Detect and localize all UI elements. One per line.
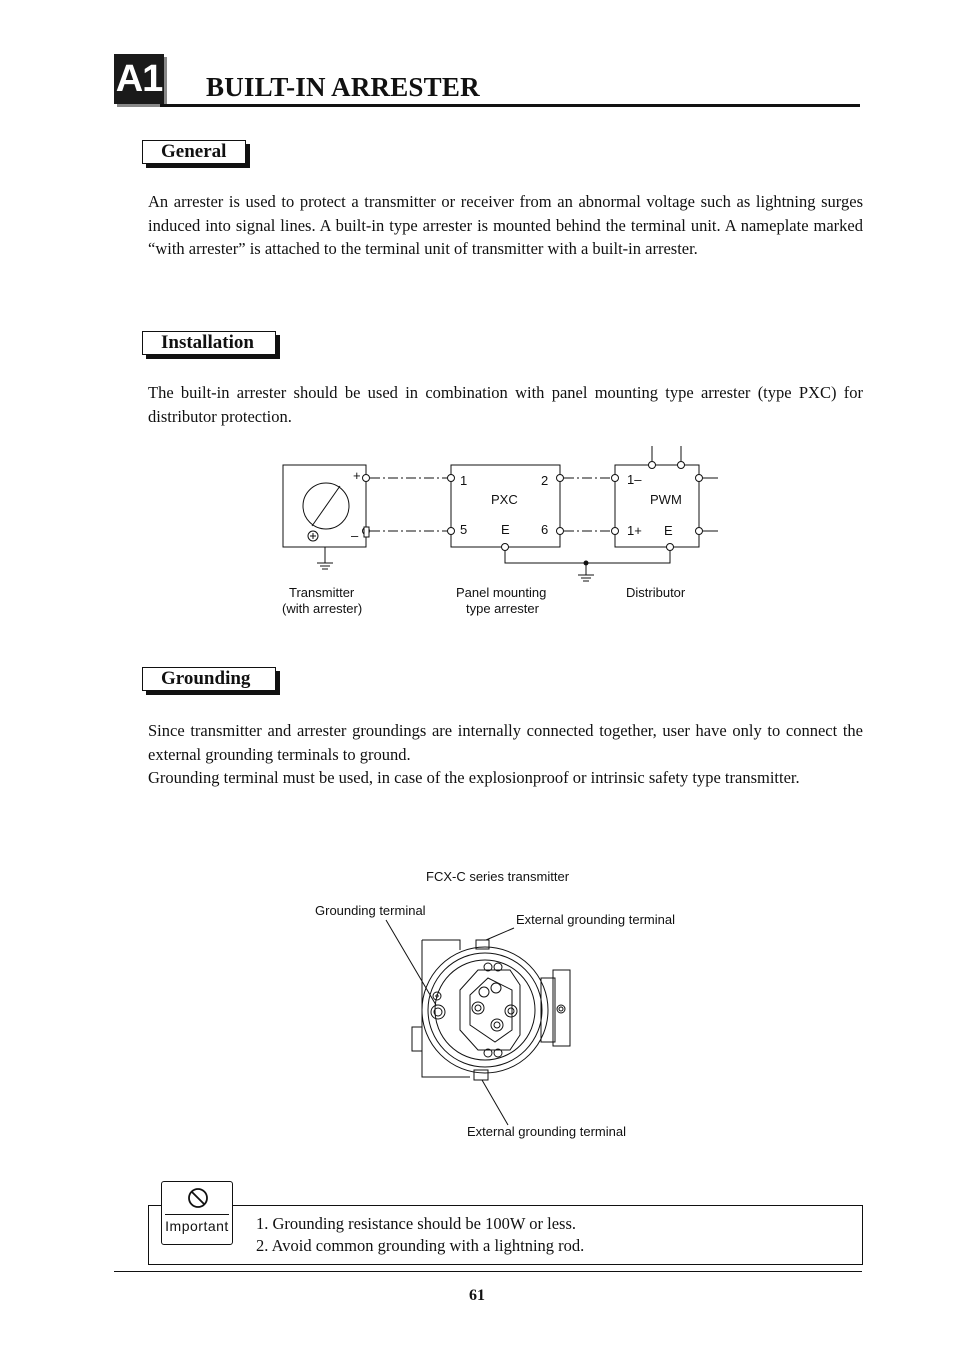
prohibition-icon [187,1187,209,1209]
label-grounding-terminal: Grounding terminal [315,903,426,918]
grounding-paragraph-2: Grounding terminal must be used, in case of the explosionproof or intrinsic safety type transmitter. [148,768,800,787]
footer-rule [114,1271,862,1272]
pwm-terminal-1-plus: 1+ [627,523,642,538]
label-type-arrester: type arrester [466,601,539,616]
important-item-1: 1. Grounding resistance should be 100W or less. [256,1214,577,1233]
label-distributor: Distributor [626,585,686,600]
pwm-name: PWM [650,492,682,507]
section-badge: A1 [114,54,164,104]
pxc-terminal-5: 5 [460,522,468,537]
section-heading-installation: Installation [142,331,276,355]
wiring-diagram [270,445,740,630]
important-label: Important [165,1218,229,1234]
page-title: BUILT-IN ARRESTER [206,72,480,102]
important-icon [161,1181,233,1245]
general-paragraph: An arrester is used to protect a transmitter or receiver from an abnormal voltage such as lightning surges induced into signal lines. A built-in type arrester is mounted behind the terminal unit. A nameplate marked “with arrester” is attached to the terminal unit of transmitter with a built-in arrester. [148,192,863,258]
page-number: 61 [469,1287,485,1304]
grounding-diagram-title: FCX-C series transmitter [426,869,570,884]
important-separator [165,1214,229,1215]
external-ground-bottom [474,1070,488,1080]
pxc-terminal-e: E [501,522,510,537]
transmitter-plus: + [353,468,361,483]
installation-paragraph: The built-in arrester should be used in combination with panel mounting type arrester (type PXC) for distributor protection. [148,383,863,426]
section-heading-grounding: Grounding [142,667,276,691]
pxc-name: PXC [491,492,518,507]
label-external-grounding-bottom: External grounding terminal [467,1124,626,1139]
important-item-2: 2. Avoid common grounding with a lightning rod. [256,1236,585,1255]
important-note-box [148,1205,863,1265]
transmitter-minus: – [351,528,359,543]
grounding-paragraph-1: Since transmitter and arrester groundings are internally connected together, user have only to connect the external grounding terminals to ground. [148,721,863,764]
grounding-diagram [300,860,710,1145]
pwm-terminal-e: E [664,523,673,538]
title-rule [160,104,860,107]
pwm-terminal-1-minus: 1– [627,472,642,487]
section-heading-general: General [142,140,246,164]
pxc-terminal-1: 1 [460,473,468,488]
grounding-terminal-icon [431,1005,445,1019]
label-panel-mounting: Panel mounting [456,585,547,600]
label-external-grounding-top: External grounding terminal [516,912,675,927]
label-transmitter: Transmitter [289,585,355,600]
pxc-terminal-2: 2 [541,473,549,488]
label-with-arrester: (with arrester) [282,601,363,616]
pxc-terminal-6: 6 [541,522,549,537]
